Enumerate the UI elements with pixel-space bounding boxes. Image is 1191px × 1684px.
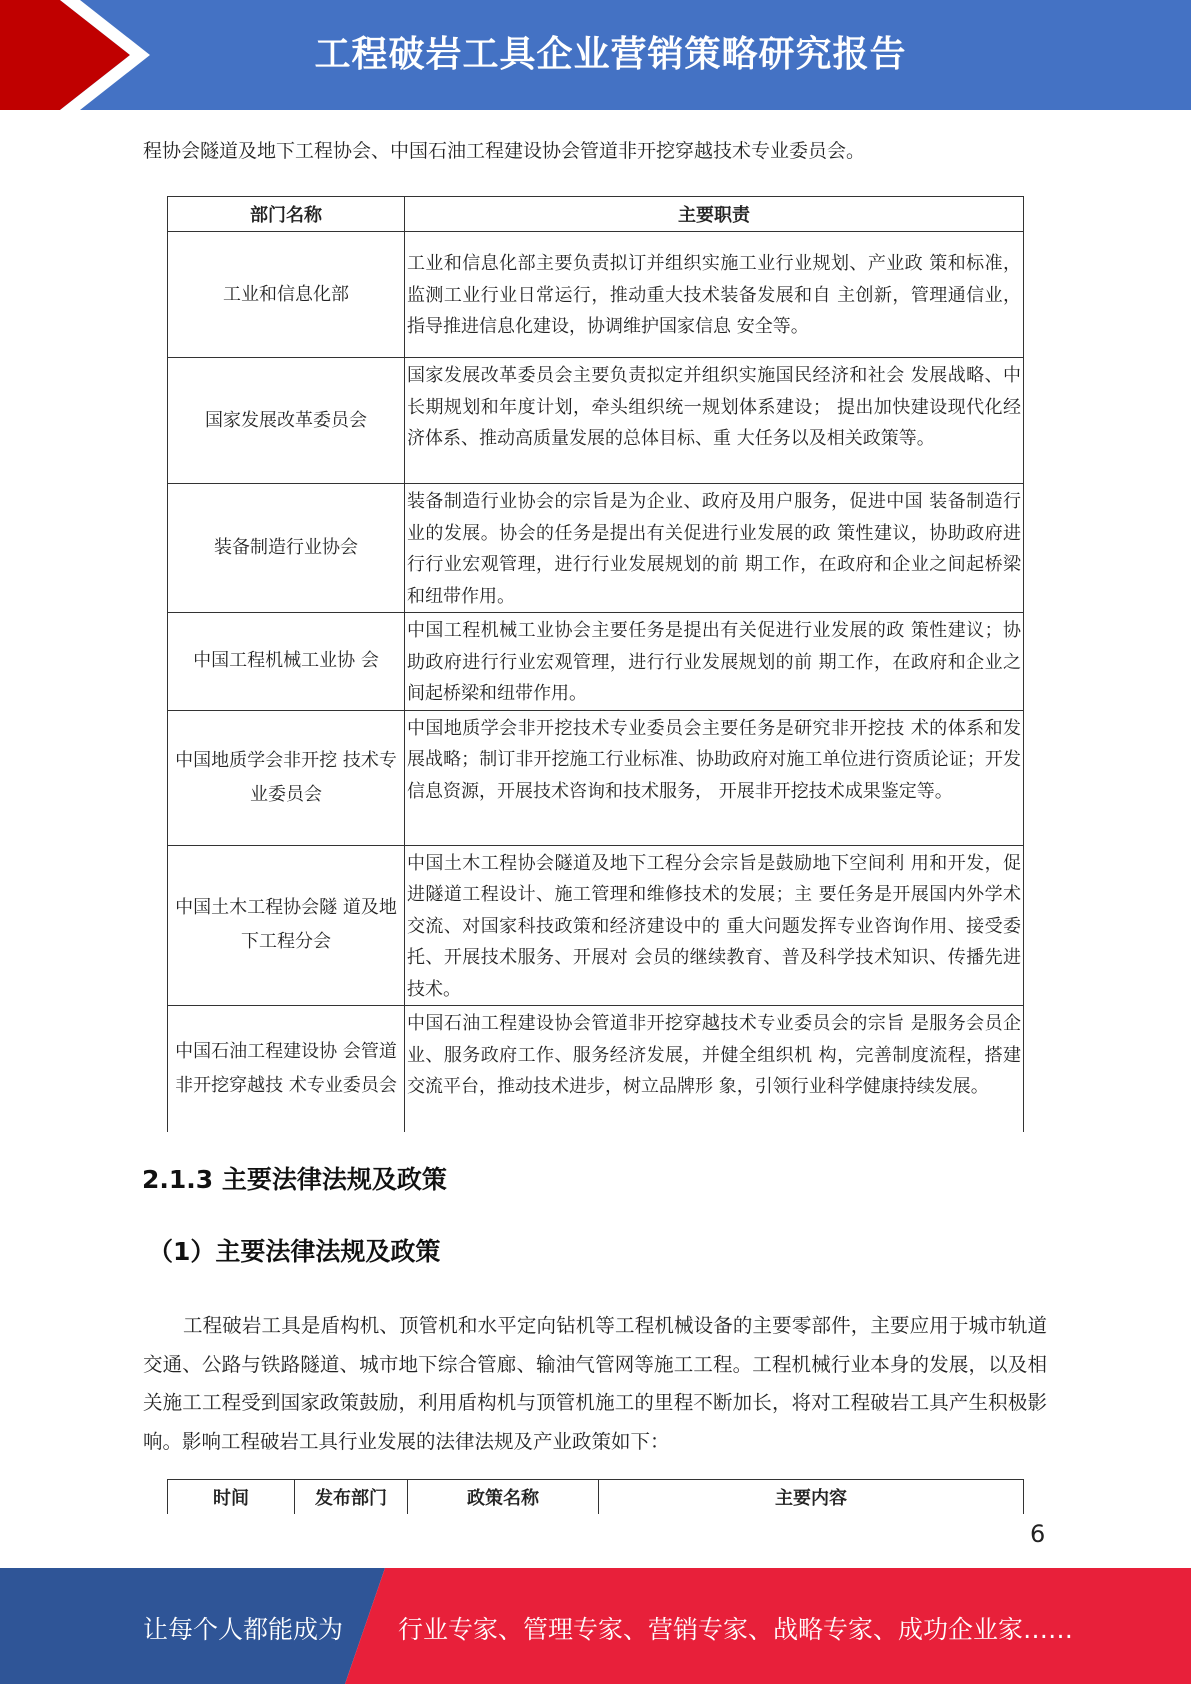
department-duty: 工业和信息化部主要负责拟订并组织实施工业行业规划、产业政 策和标准，监测工业行业日常运行，推动重大技术装备发展和自 主创新，管理通信业，指导推进信息化建设，协调维护国家信息 安全等。 xyxy=(405,232,1024,358)
department-duty: 国家发展改革委员会主要负责拟定并组织实施国民经济和社会 发展战略、中长期规划和年度计划，牵头组织统一规划体系建设； 提出加快建设现代化经济体系、推动高质量发展的总体目标、重 大任务以及相关政策等。 xyxy=(405,358,1024,484)
department-duty: 装备制造行业协会的宗旨是为企业、政府及用户服务，促进中国 装备制造行业的发展。协会的任务是提出有关促进行业发展的政 策性建议，协助政府进行行业宏观管理，进行行业发展规划的前 期工作，在政府和企业之间起桥梁和纽带作用。 xyxy=(405,484,1024,613)
table-header-row xyxy=(168,197,1024,232)
department-duty: 中国石油工程建设协会管道非开挖穿越技术专业委员会的宗旨 是服务会员企业、服务政府工作、服务经济发展，并健全组织机 构，完善制度流程，搭建交流平台，推动技术进步，树立品牌形 象，引领行业科学健康持续发展。 xyxy=(405,1006,1024,1132)
department-name: 中国工程机械工业协 会 xyxy=(168,613,405,711)
subsection-heading: （1）主要法律法规及政策 xyxy=(148,1237,441,1266)
column-header-publisher: 发布部门 xyxy=(295,1480,408,1515)
section-heading: 2.1.3 主要法律法规及政策 xyxy=(142,1165,447,1194)
department-duty: 中国地质学会非开挖技术专业委员会主要任务是研究非开挖技 术的体系和发展战略；制订非开挖施工行业标准、协助政府对施工单位进行资质论证；开发信息资源，开展技术咨询和技术服务， 开展非开挖技术成果鉴定等。 xyxy=(405,710,1024,845)
department-duty: 中国工程机械工业协会主要任务是提出有关促进行业发展的政 策性建议；协助政府进行行业宏观管理，进行行业发展规划的前 期工作，在政府和企业之间起桥梁和纽带作用。 xyxy=(405,613,1024,711)
intro-line: 程协会隧道及地下工程协会、中国石油工程建设协会管道非开挖穿越技术专业委员会。 xyxy=(143,140,866,162)
table-row xyxy=(168,1006,1024,1132)
column-header-content: 主要内容 xyxy=(599,1480,1024,1515)
department-name: 国家发展改革委员会 xyxy=(168,358,405,484)
header-banner xyxy=(0,0,1191,110)
report-title: 工程破岩工具企业营销策略研究报告 xyxy=(314,34,907,75)
table-header-row xyxy=(168,1480,1024,1515)
column-header-time: 时间 xyxy=(168,1480,295,1515)
department-name: 装备制造行业协会 xyxy=(168,484,405,613)
footer-slogan-right: 行业专家、管理专家、营销专家、战略专家、成功企业家…… xyxy=(398,1615,1074,1644)
policy-table xyxy=(167,1479,1024,1514)
table-row xyxy=(168,232,1024,358)
department-name: 中国石油工程建设协 会管道非开挖穿越技 术专业委员会 xyxy=(168,1006,405,1132)
column-header-department: 部门名称 xyxy=(168,197,405,232)
department-name: 中国地质学会非开挖 技术专业委员会 xyxy=(168,710,405,845)
table-row xyxy=(168,710,1024,845)
body-paragraph: 工程破岩工具是盾构机、顶管机和水平定向钻机等工程机械设备的主要零部件，主要应用于城市轨道交通、公路与铁路隧道、城市地下综合管廊、输油气管网等施工工程。工程机械行业本身的发展，以及相关施工工程受到国家政策鼓励，利用盾构机与顶管机施工的里程不断加长，将对工程破岩工具产生积极影响。影响工程破岩工具行业发展的法律法规及产业政策如下： xyxy=(143,1314,1047,1453)
table-row xyxy=(168,613,1024,711)
department-name: 中国土木工程协会隧 道及地下工程分会 xyxy=(168,845,405,1006)
table-row xyxy=(168,358,1024,484)
table-row xyxy=(168,484,1024,613)
department-name: 工业和信息化部 xyxy=(168,232,405,358)
page-number: 6 xyxy=(1030,1520,1046,1548)
table-row xyxy=(168,845,1024,1006)
department-table xyxy=(167,196,1024,1132)
footer-banner xyxy=(0,1568,1191,1684)
column-header-duties: 主要职责 xyxy=(405,197,1024,232)
column-header-policy-name: 政策名称 xyxy=(408,1480,599,1515)
footer-slogan-left: 让每个人都能成为 xyxy=(143,1615,344,1644)
department-duty: 中国土木工程协会隧道及地下工程分会宗旨是鼓励地下空间利 用和开发，促进隧道工程设计、施工管理和维修技术的发展；主 要任务是开展国内外学术交流、对国家科技政策和经济建设中的 重大问题发挥专业咨询作用、接受委托、开展技术服务、开展对 会员的继续教育、普及科学技术知识、传播先进技术。 xyxy=(405,845,1024,1006)
